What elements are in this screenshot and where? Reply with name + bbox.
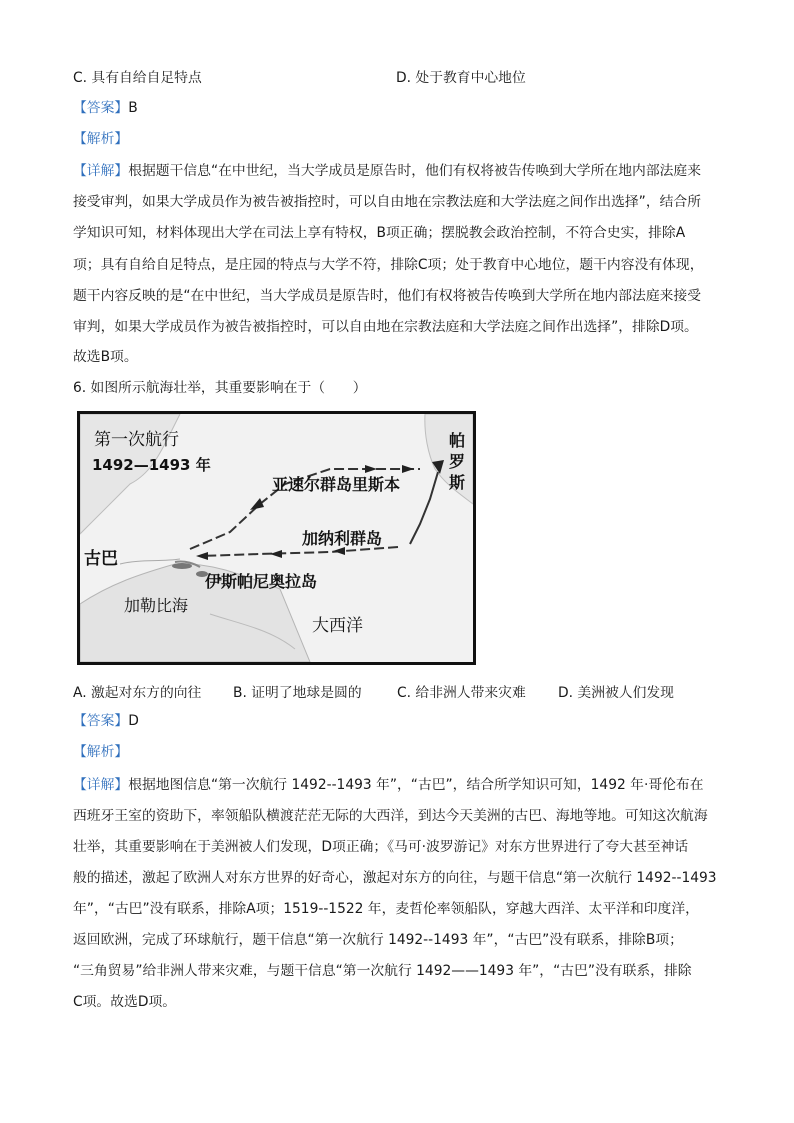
q5-detail-line: 题干内容反映的是“在中世纪，当大学成员是原告时，他们有权将被告传唤到大学所在地内部法庭来接受	[73, 288, 702, 304]
option-a: A. 激起对东方的向往	[73, 685, 202, 701]
label-canary: 加纳利群岛	[302, 529, 383, 548]
q6-analysis-tag	[73, 742, 128, 762]
analysis-tag: 【解析】	[73, 744, 129, 760]
q5-analysis-tag	[73, 129, 128, 149]
detail-text: 根据地图信息“第一次航行 1492--1493 年”，“古巴”，结合所学知识可知，1492 年·哥伦布在	[128, 777, 704, 793]
detail-tag: 【详解】	[73, 163, 129, 179]
answer-value: D	[128, 713, 139, 729]
label-caribbean: 加勒比海	[124, 596, 189, 615]
option-d-prev: D. 处于教育中心地位	[396, 70, 526, 86]
q5-detail-line: 接受审判，如果大学成员作为被告被指控时，可以自由地在宗教法庭和大学法庭之间作出选择”，结合所	[73, 194, 702, 210]
map-drawing	[80, 414, 473, 662]
answer-value: B	[128, 100, 138, 116]
option-b: B. 证明了地球是圆的	[233, 685, 362, 701]
map-title: 第一次航行	[94, 430, 179, 450]
detail-tag: 【详解】	[73, 777, 129, 793]
label-hispaniola: 伊斯帕尼奥拉岛	[205, 572, 318, 591]
map-years: 1492—1493 年	[92, 456, 211, 474]
q6-detail-line	[73, 775, 704, 795]
q6-stem: 6. 如图所示航海壮举，其重要影响在于（ ）	[73, 380, 367, 396]
q6-detail-line: 年”，“古巴”没有联系，排除A项；1519--1522 年，麦哲伦率领船队，穿越大西洋、太平洋和印度洋，	[73, 901, 699, 917]
q6-detail-line: C项。故选D项。	[73, 994, 177, 1010]
label-azores-lisbon: 亚速尔群岛里斯本	[272, 475, 401, 494]
q6-detail-line: 西班牙王室的资助下，率领船队横渡茫茫无际的大西洋，到达今天美洲的古巴、海地等地。可知这次航海	[73, 808, 708, 824]
q6-detail-line: “三角贸易”给非洲人带来灾难，与题干信息“第一次航行 1492——1493 年”，“古巴”没有联系，排除	[73, 963, 692, 979]
q5-detail-line	[73, 161, 701, 181]
option-c-prev: C. 具有自给自足特点	[73, 70, 202, 86]
detail-text: 根据题干信息“在中世纪，当大学成员是原告时，他们有权将被告传唤到大学所在地内部法庭来	[128, 163, 702, 179]
label-palos: 帕 罗 斯	[449, 431, 466, 492]
q6-detail-line: 般的描述，激起了欧洲人对东方世界的好奇心，激起对东方的向往，与题干信息“第一次航行 1492--1493	[73, 870, 717, 886]
option-c: C. 给非洲人带来灾难	[397, 685, 526, 701]
answer-tag: 【答案】	[73, 100, 129, 116]
label-cuba: 古巴	[84, 549, 118, 569]
q6-answer	[73, 711, 139, 731]
option-d: D. 美洲被人们发现	[558, 685, 674, 701]
q5-detail-line: 学知识可知，材料体现出大学在司法上享有特权，B项正确；摆脱教会政治控制，不符合史实，排除A	[73, 225, 686, 241]
q6-detail-line: 返回欧洲，完成了环球航行，题干信息“第一次航行 1492--1493 年”，“古巴”没有联系，排除B项；	[73, 932, 683, 948]
q5-answer	[73, 98, 138, 118]
q5-detail-line: 故选B项。	[73, 349, 138, 365]
q5-detail-line: 项；具有自给自足特点，是庄园的特点与大学不符，排除C项；处于教育中心地位，题干内容没有体现，	[73, 257, 704, 273]
analysis-tag: 【解析】	[73, 131, 129, 147]
q5-detail-line: 审判，如果大学成员作为被告被指控时，可以自由地在宗教法庭和大学法庭之间作出选择”，排除D项。	[73, 319, 698, 335]
q6-detail-line: 壮举，其重要影响在于美洲被人们发现，D项正确；《马可·波罗游记》对东方世界进行了夸大甚至神话	[73, 839, 689, 855]
voyage-map	[77, 411, 476, 665]
answer-tag: 【答案】	[73, 713, 129, 729]
label-atlantic: 大西洋	[312, 616, 363, 636]
